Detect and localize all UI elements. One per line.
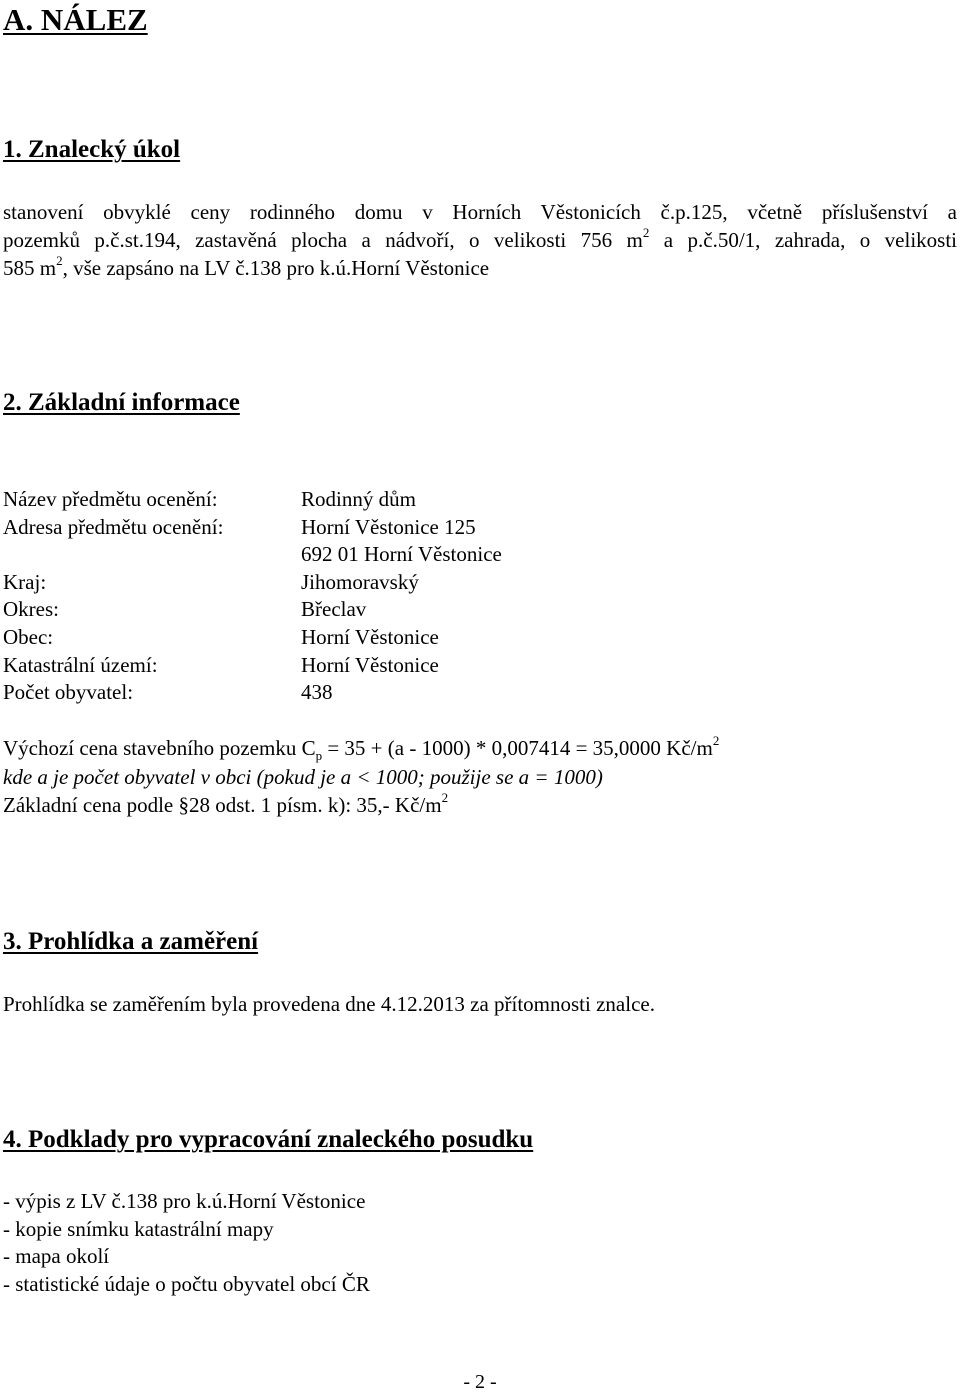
list-item: - statistické údaje o počtu obyvatel obcí ČR — [3, 1271, 370, 1296]
superscript: 2 — [712, 733, 720, 748]
section-3-text: Prohlídka se zaměřením byla provedena dne 4.12.2013 za přítomnosti znalce. — [3, 992, 655, 1016]
section-2-title: 2. Základní informace — [3, 389, 240, 416]
calc-part-a: Výchozí cena stavebního pozemku C — [3, 736, 316, 760]
page-heading: A. NÁLEZ — [3, 2, 148, 37]
section-1-text — [3, 198, 957, 282]
section-3-title: 3. Prohlídka a zaměření — [3, 928, 259, 955]
calc-note: kde a je počet obyvatel v obci (pokud je a < 1000; použije se a = 1000) — [3, 764, 603, 789]
info-value: Břeclav — [301, 597, 367, 622]
info-label: Počet obyvatel: — [3, 680, 134, 705]
base-price — [3, 791, 719, 820]
info-label: Obec: — [3, 624, 54, 649]
line-3-part-a: 585 m — [3, 256, 57, 280]
info-value: Jihomoravský — [301, 569, 419, 594]
superscript: 2 — [642, 225, 650, 240]
info-value: Rodinný dům — [301, 487, 416, 511]
superscript: 2 — [441, 790, 449, 805]
list-item: - kopie snímku katastrální mapy — [3, 1216, 274, 1241]
info-value: Horní Věstonice 125 — [301, 514, 476, 539]
section-1-line-1: stanovení obvyklé ceny rodinného domu v Horních Věstonicích č.p.125, včetně příslušenství a — [3, 200, 957, 224]
info-label: Adresa předmětu ocenění: — [3, 514, 224, 539]
info-value: Horní Věstonice — [301, 624, 439, 649]
calc-formula — [3, 734, 719, 763]
page-number: - 2 - — [463, 1371, 497, 1393]
section-1-line-2 — [3, 226, 957, 254]
list-item: - mapa okolí — [3, 1244, 110, 1269]
base-price-text: Základní cena podle §28 odst. 1 písm. k): 35,- Kč/m — [3, 793, 442, 817]
info-label: Katastrální území: — [3, 652, 158, 677]
calc-part-b: = 35 + (a - 1000) * 0,007414 = 35,0000 Kč/m — [322, 736, 713, 760]
section-4-title: 4. Podklady pro vypracování znaleckého posudku — [3, 1126, 534, 1153]
info-value: 692 01 Horní Věstonice — [301, 542, 502, 567]
info-value: 438 — [301, 680, 333, 705]
info-value: Horní Věstonice — [301, 652, 439, 677]
line-2-part-b: a p.č.50/1, zahrada, o velikosti — [649, 228, 957, 252]
info-label: Název předmětu ocenění: — [3, 487, 218, 511]
info-label: Kraj: — [3, 569, 47, 594]
section-1-title: 1. Znalecký úkol — [3, 136, 181, 163]
info-label: Okres: — [3, 597, 59, 622]
section-1-line-3 — [3, 254, 957, 282]
line-2-part-a: pozemků p.č.st.194, zastavěná plocha a nádvoří, o velikosti 756 m — [3, 228, 643, 252]
subscript: p — [315, 748, 323, 764]
superscript: 2 — [56, 253, 63, 268]
list-item: - výpis z LV č.138 pro k.ú.Horní Věstonice — [3, 1189, 366, 1213]
sources-list — [3, 1188, 370, 1298]
line-3-part-b: , vše zapsáno na LV č.138 pro k.ú.Horní Věstonice — [62, 256, 490, 280]
price-calculation — [3, 734, 719, 820]
